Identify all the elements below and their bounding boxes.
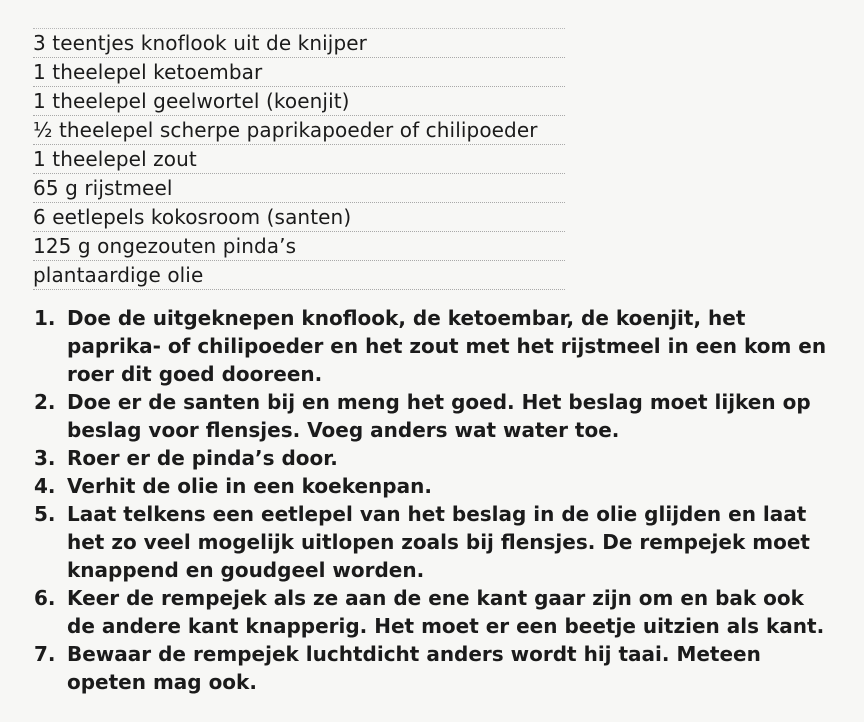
ingredient-item: 125 g ongezouten pinda’s — [33, 232, 565, 261]
step-item — [34, 640, 834, 696]
ingredient-item: ½ theelepel scherpe paprikapoeder of chilipoeder — [33, 116, 565, 145]
step-number: 1. — [34, 306, 56, 330]
step-text: Laat telkens een eetlepel van het beslag in de olie glijden en laat het zo veel mogelijk uitlopen zoals bij flensjes. De rempejek moet knappend en goudgeel worden. — [67, 502, 810, 582]
step-item — [34, 500, 834, 584]
step-number: 6. — [34, 586, 56, 610]
step-item — [34, 472, 834, 500]
ingredient-item: 1 theelepel geelwortel (koenjit) — [33, 87, 565, 116]
ingredient-item: plantaardige olie — [33, 261, 565, 290]
step-text: Keer de rempejek als ze aan de ene kant gaar zijn om en bak ook de andere kant knapperig. Het moet er een beetje uitzien als kant. — [67, 586, 825, 638]
ingredient-item: 1 theelepel ketoembar — [33, 58, 565, 87]
ingredient-item: 3 teentjes knoflook uit de knijper — [33, 28, 565, 58]
step-number: 7. — [34, 642, 56, 666]
step-text: Doe er de santen bij en meng het goed. Het beslag moet lijken op beslag voor flensjes. Voeg anders wat water toe. — [67, 390, 811, 442]
ingredient-list — [33, 28, 565, 290]
step-number: 2. — [34, 390, 56, 414]
step-text: Bewaar de rempejek luchtdicht anders wordt hij taai. Meteen opeten mag ook. — [67, 642, 761, 694]
step-item — [34, 388, 834, 444]
step-item — [34, 304, 834, 388]
ingredient-item: 6 eetlepels kokosroom (santen) — [33, 203, 565, 232]
preparation-steps — [34, 304, 834, 696]
step-text: Roer er de pinda’s door. — [67, 446, 338, 470]
ingredient-item: 65 g rijstmeel — [33, 174, 565, 203]
step-number: 5. — [34, 502, 56, 526]
step-text: Verhit de olie in een koekenpan. — [67, 474, 432, 498]
ingredient-item: 1 theelepel zout — [33, 145, 565, 174]
step-number: 3. — [34, 446, 56, 470]
step-item — [34, 444, 834, 472]
step-text: Doe de uitgeknepen knoflook, de ketoembar, de koenjit, het paprika- of chilipoeder en het zout met het rijstmeel in een kom en roer dit goed dooreen. — [67, 306, 827, 386]
step-number: 4. — [34, 474, 56, 498]
step-item — [34, 584, 834, 640]
